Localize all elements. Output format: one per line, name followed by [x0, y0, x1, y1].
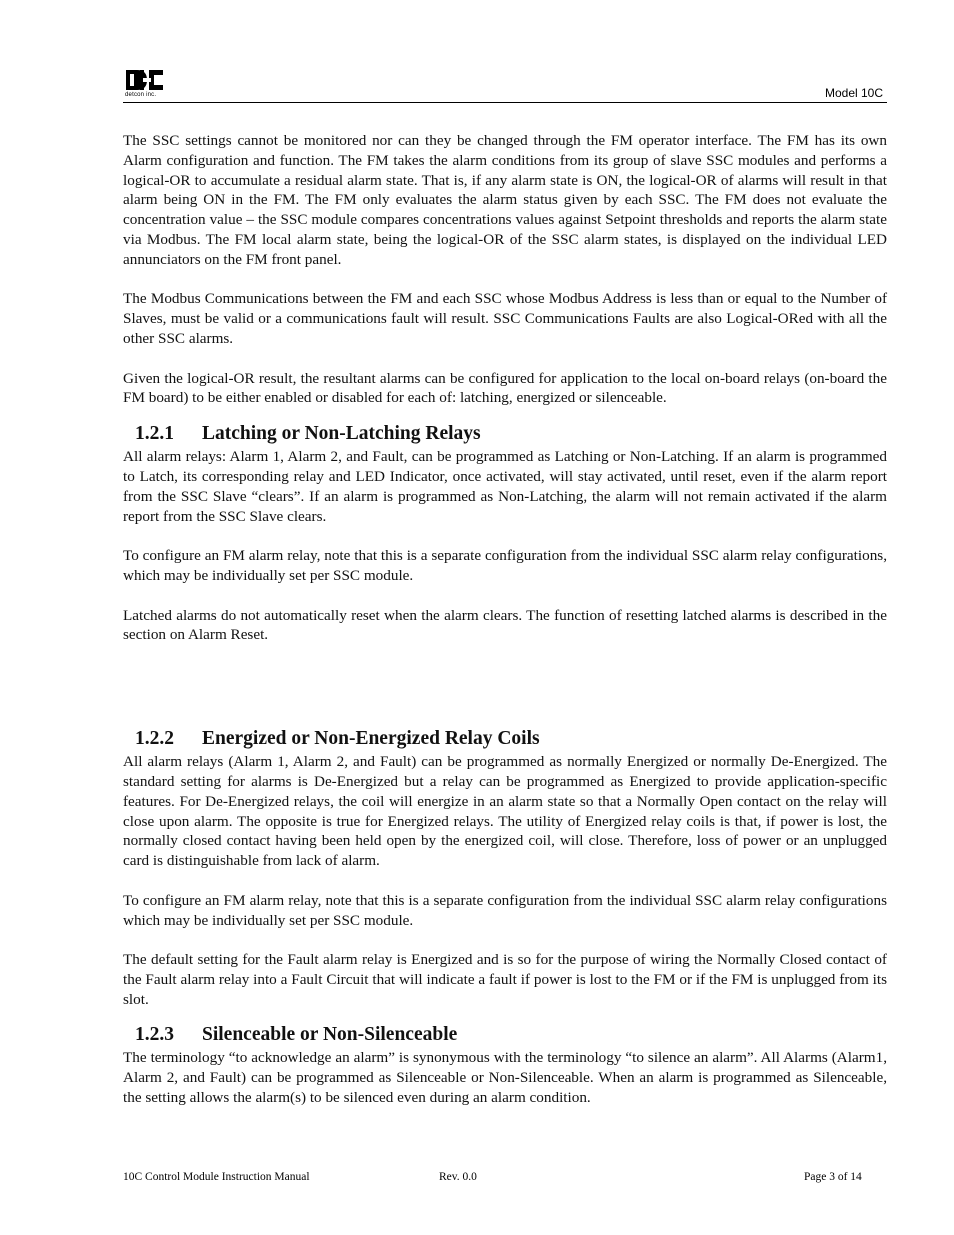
section-heading-energized: 1.2.2 Energized or Non-Energized Relay Coils: [135, 728, 540, 750]
paragraph: Given the logical-OR result, the resultant alarms can be configured for application to the local on-board relays (on-board the FM board) to be either enabled or disabled for each of: latching, energized or silenceable.: [123, 369, 887, 407]
paragraph: The default setting for the Fault alarm relay is Energized and is so for the purpose of wiring the Normally Closed contact of the Fault alarm relay into a Fault Circuit that will indicate a fault if power is lost to the FM or if the FM is unplugged from its slot.: [123, 951, 887, 1008]
footer-manual-title: 10C Control Module Instruction Manual: [123, 1171, 310, 1183]
section-heading-latching: 1.2.1 Latching or Non-Latching Relays: [135, 423, 481, 445]
section-heading-silenceable: 1.2.3 Silenceable or Non-Silenceable: [135, 1024, 458, 1046]
footer-revision: Rev. 0.0: [439, 1171, 477, 1183]
footer-page-number: Page 3 of 14: [804, 1171, 862, 1183]
paragraph: Latched alarms do not automatically reset when the alarm clears. The function of resetting latched alarms is described in the section on Alarm Reset.: [123, 606, 887, 644]
paragraph: All alarm relays: Alarm 1, Alarm 2, and Fault, can be programmed as Latching or Non-Latching. If an alarm is programmed to Latch, its corresponding relay and LED Indicator, once activated, will stay activated, until reset, even if the alarm report from the SSC Slave “clears”. If an alarm is programmed as Non-Latching, the alarm will not remain activated if the alarm report from the SSC Slave clears.: [123, 448, 887, 525]
page-header: [123, 66, 887, 103]
paragraph: To configure an FM alarm relay, note that this is a separate configuration from the individual SSC alarm relay configurations which may be individually set per SSC module.: [123, 891, 887, 929]
paragraph: To configure an FM alarm relay, note that this is a separate configuration from the individual SSC alarm relay configurations, which may be individually set per SSC module.: [123, 547, 887, 584]
model-label: Model 10C: [824, 86, 883, 100]
paragraph: The SSC settings cannot be monitored nor can they be changed through the FM operator interface. The FM has its own Alarm configuration and function. The FM takes the alarm conditions from its group of slave SSC modules and performs a logical-OR to accumulate a residual alarm state. That is, if any alarm state is ON, the logical-OR of alarms will result in that alarm being ON in the FM. The FM only evaluates the alarm status given by each SSC. The FM does not evaluate the concentration value – the SSC module compares concentrations values against Setpoint thresholds and reports the alarm state via Modbus. The FM local alarm state, being the logical-OR of the SSC alarm states, is displayed on the individual LED annunciators on the FM front panel.: [123, 132, 887, 268]
document-body: [123, 131, 887, 1108]
paragraph: The terminology “to acknowledge an alarm” is synonymous with the terminology “to silence an alarm”. All Alarms (Alarm1, Alarm 2, and Fault) can be programmed as Silenceable or Non-Silenceable. When an alarm is programmed as Silenceable, the setting allows the alarm(s) to be silenced even during an alarm condition.: [123, 1049, 887, 1107]
logo-text: detcon inc.: [125, 92, 157, 98]
paragraph: The Modbus Communications between the FM and each SSC whose Modbus Address is less than or equal to the Number of Slaves, must be valid or a communications fault will result. SSC Communications Faults are also Logical-ORed with all the other SSC alarms.: [123, 290, 887, 347]
paragraph: All alarm relays (Alarm 1, Alarm 2, and Fault) can be programmed as normally Energized or normally De-Energized. The standard setting for alarms is De-Energized but a relay can be programmed as Energized to provide application-specific features. For De-Energized relays, the coil will energize in an alarm state so that a Normally Open contact on the relay will close upon alarm. The opposite is true for Energized relays. The utility of Energized relay coils is that, if power is lost, the normally closed contact having been held open by the energized coil, will close. Therefore, loss of power or an unplugged card is distinguishable from lack of alarm.: [123, 753, 887, 870]
